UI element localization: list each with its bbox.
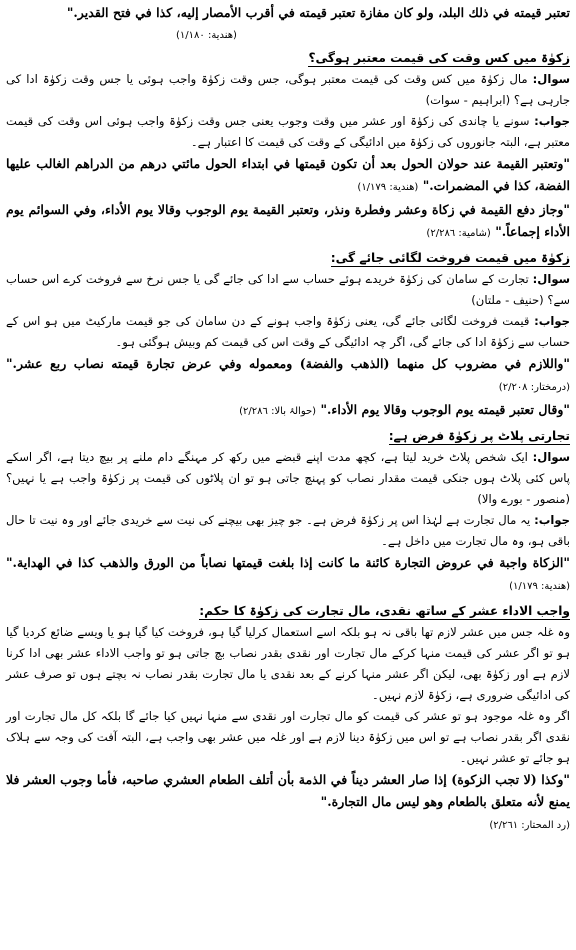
answer-label: جواب: (534, 114, 570, 128)
arabic-quote-2b: "وقال تعتبر قيمته يوم الوجوب وقالا يوم الأداء." (حوالۂ بالا: ٢/٢٨٦) (239, 402, 570, 417)
answer-label: جواب: (534, 513, 570, 527)
section-heading-ushr-cash: واجب الاداء عشر کے ساتھ نقدی، مال تجارت کی زکوٰۃ کا حکم: (199, 604, 570, 618)
question-text: مال زکوٰۃ میں کس وقت کی قیمت معتبر ہوگی، جس وقت زکوٰۃ واجب ہوئی یا جس وقت زکوٰۃ ادا کی جارہی ہے؟ (6, 72, 570, 107)
intro-ref-line (6, 24, 570, 45)
intro-quote (6, 2, 570, 24)
question-2 (6, 269, 570, 311)
question-label: سوال: (532, 450, 570, 464)
arabic-quote-1a: "وتعتبر القيمة عند حولان الحول بعد أن تكون قيمتها في ابتداء الحول مائتي درهم من الدراهم الغالب عليها الفضة، كذا في المضمرات." (هندية: ١/١٧٩) (6, 156, 570, 193)
quote-ref: (شامية: ٢/٢٨٦) (426, 228, 491, 239)
answer-2 (6, 311, 570, 353)
final-ref-line (6, 813, 570, 837)
answer-text: یہ مال تجارت ہے لہٰذا اس پر زکوٰۃ فرض ہے۔ جو چیز بھی بیچنے کی نیت سے خریدی جائے اور وہ نیت تا حال باقی ہو، وہ مال تجارت میں داخل ہے۔ (6, 513, 570, 548)
quote-ref: (هندية: ١/١٧٩) (357, 182, 419, 193)
ruling-paragraph-2: اگر وہ غلہ موجود ہو تو عشر کی قیمت کو مال تجارت اور نقدی سے منہا نہیں کیا جائے گا بلکہ کل مال تجارت اور نقدی اگر بقدر نصاب ہے تو اس میں زکوٰۃ دینا لازم ہے اور غلہ میں عشر بھی واجب ہے، البتہ آفت کی وجہ سے ہلاک ہو جائے تو عشر نہیں۔ (6, 709, 570, 765)
question-3 (6, 447, 570, 510)
question-label: سوال: (532, 272, 570, 286)
quote-ref: (رد المحتار: ٢/٢٦١) (489, 820, 570, 831)
question-asker: (منصور - بورے والا) (477, 492, 570, 506)
section-heading-value-time: زکوٰۃ میں کس وقت کی قیمت معتبر ہوگی؟ (308, 51, 570, 65)
answer-text: قیمت فروخت لگائی جائے گی، یعنی زکوٰۃ واجب ہونے کے دن سامان کی جو قیمت مارکیٹ میں ہو اس کے حساب سے زکوٰۃ ادا کی جائے گی، اگر چہ ادائیگی کے وقت اس کی قیمت کم وبیش ہوگئی ہو۔ (6, 314, 570, 349)
quote-ref: (درمختار: ٢/٢٠٨) (498, 382, 570, 393)
question-asker: (ابراہیم - سوات) (425, 93, 511, 107)
arabic-quote-3a: "الزكاة واجبة في عروض التجارة كائنة ما كانت إذا بلغت قيمتها نصاباً من الورق والذهب كذا في الهداية." (هندية: ١/١٧٩) (6, 555, 570, 592)
arabic-quote-1b: "وجاز دفع القيمة في زكاة وعشر وفطرة ونذر، وتعتبر القيمة يوم الوجوب وقالا يوم الأداء، وفي السوائم يوم الأداء إجماعاً." (شامية: ٢/٢٨٦) (6, 202, 570, 239)
answer-3 (6, 510, 570, 552)
section-heading-trade-plot: تجارتی پلاٹ پر زکوٰۃ فرض ہے: (388, 429, 570, 443)
section-heading-sale-value: زکوٰۃ میں قیمت فروخت لگائی جائے گی: (330, 251, 570, 265)
question-text: تجارت کے سامان کی زکوٰۃ خریدے ہوئے حساب سے ادا کی جائے گی یا جس نرخ سے فروخت کرے اس حساب سے؟ (6, 272, 570, 307)
intro-ref: (هندية: ١/١٨٠) (176, 30, 237, 41)
answer-1 (6, 111, 570, 153)
answer-text: سونے یا چاندی کی زکوٰۃ اور عشر میں وقت وجوب یعنی جس وقت زکوٰۃ واجب ہوئی اس وقت کی قیمت معتبر ہے، البتہ جانوروں کی زکوٰۃ میں ادائیگی کے وقت کی قیمت کا اعتبار ہے۔ (6, 114, 570, 149)
arabic-quote-4a: "وكذا (لا تجب الزكوة) إذا صار العشر ديناً في الذمة بأن أتلف الطعام العشري صاحبه، فأما وجوب العشر فلا يمنع لأنه متعلق بالطعام وهو ليس مال التجارة." (6, 772, 570, 809)
question-1 (6, 69, 570, 111)
question-label: سوال: (532, 72, 570, 86)
question-text: ایک شخص پلاٹ خرید لیتا ہے، کچھ مدت اپنے قبضے میں رکھ کر مہنگے دام ملنے پر بیچ دیتا ہے، اگر اسکے پاس کئی پلاٹ ہوں جنکی قیمت مقدار نصاب کو پہنچ جاتی ہو تو ان پلاٹوں کی قیمت پر زکوٰۃ واجب ہے یا نہیں؟ (6, 450, 570, 485)
quote-ref: (هندية: ١/١٧٩) (509, 581, 570, 592)
ruling-paragraph-1: وہ غلہ جس میں عشر لازم تھا باقی نہ ہو بلکہ اسے استعمال کرلیا گیا ہو، فروخت کیا گیا ہو یا ویسے ضائع کردیا گیا ہو تو اگر عشر کی قیمت منہا کرکے مال تجارت اور نقدی بقدر نصاب بچ جاتی ہو تو واجب الاداء عشر بھی ادا کرنا لازم ہے اور زکوٰۃ بھی، لیکن اگر عشر منہا کرنے کے بعد نقدی یا مال تجارت بقدر نصاب نہ بچتے ہوں تو صرف عشر کی ادائیگی ضروری ہے، زکوٰۃ لازم نہیں۔ (6, 625, 570, 702)
arabic-quote-2a: "واللازم في مضروب كل منهما (الذهب والفضة) ومعموله وفي عرض تجارة قيمته نصاب ربع عشر." (درمختار: ٢/٢٠٨) (6, 356, 570, 393)
quote-ref: (حوالۂ بالا: ٢/٢٨٦) (239, 406, 317, 417)
question-asker: (حنیف - ملتان) (471, 293, 544, 307)
answer-label: جواب: (534, 314, 570, 328)
intro-quote-text: تعتبر قيمته في ذلك البلد، ولو كان مفازة تعتبر قيمته في أقرب الأمصار إليه، كذا في فتح القدير." (66, 5, 570, 20)
